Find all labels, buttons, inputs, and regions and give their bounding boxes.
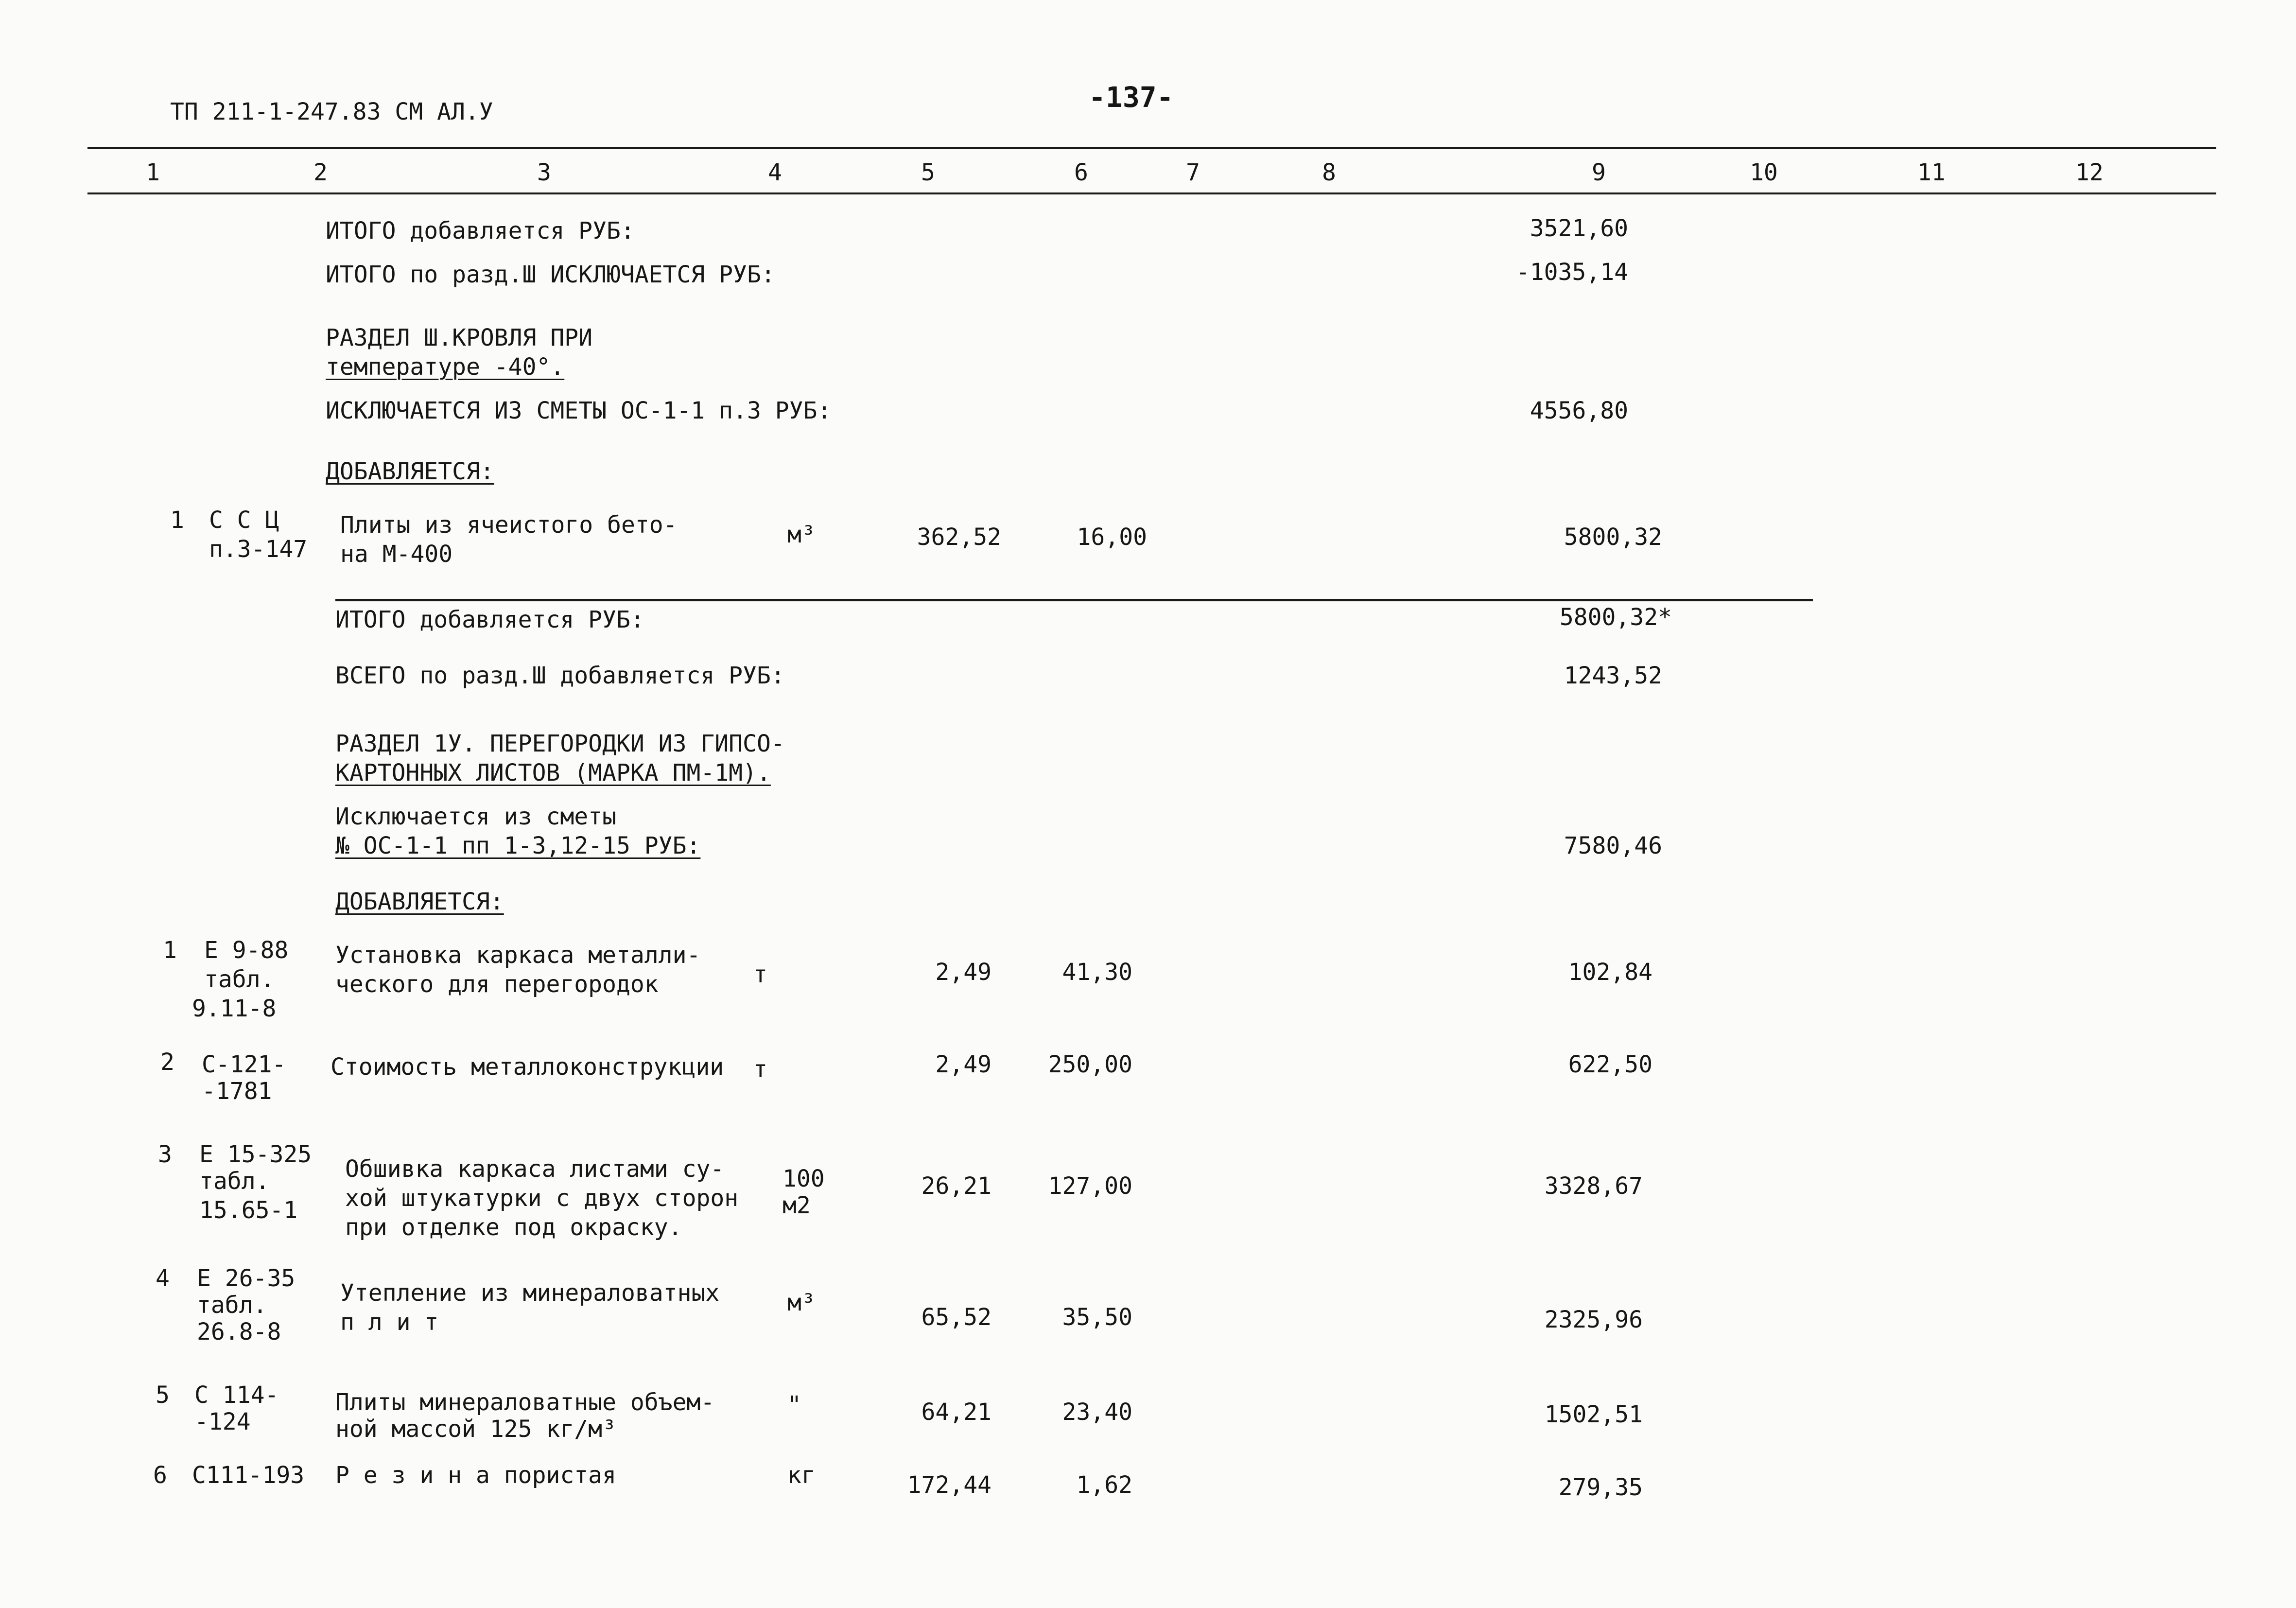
item-unit-price: 16,00 — [1077, 524, 1147, 551]
section3-title-line2: температуре -40°. — [326, 353, 565, 381]
item-code-line1: Е 26-35 — [197, 1265, 296, 1292]
excluded-from-estimate-amount: 4556,80 — [1530, 397, 1628, 424]
item-unit: " — [787, 1391, 801, 1418]
item-code-line2: табл. — [199, 1168, 270, 1195]
item-unit: т — [753, 961, 767, 988]
item-unit-price: 41,30 — [1062, 959, 1132, 986]
section3-title-line1: РАЗДЕЛ Ш.КРОВЛЯ ПРИ — [326, 324, 593, 351]
excluded-from-estimate-label: ИСКЛЮЧАЕТСЯ ИЗ СМЕТЫ ОС-1-1 п.3 РУБ: — [326, 397, 832, 424]
subtotal-added-label-2: ИТОГО добавляется РУБ: — [335, 606, 644, 633]
item-name-line1: Р е з и н а пористая — [335, 1462, 616, 1489]
item-unit-price: 1,62 — [1076, 1471, 1132, 1499]
item-code-line3: 9.11-8 — [192, 995, 277, 1022]
item-amount: 5800,32 — [1564, 524, 1662, 551]
item-code-line2: табл. — [204, 966, 275, 993]
item-amount: 3328,67 — [1544, 1172, 1643, 1200]
item-unit-price: 23,40 — [1062, 1398, 1132, 1426]
item-amount: 279,35 — [1558, 1474, 1643, 1501]
item-amount: 2325,96 — [1544, 1306, 1643, 1333]
section4-title-line2: КАРТОННЫХ ЛИСТОВ (МАРКА ПМ-1М). — [335, 759, 771, 787]
item-code-line3: 26.8-8 — [197, 1318, 281, 1346]
excluded-estimate-amount: 7580,46 — [1564, 832, 1662, 859]
item-name-line1: Обшивка каркаса листами су- — [345, 1155, 725, 1183]
item-number: 1 — [170, 507, 184, 534]
section3-excluded-label: ИТОГО по разд.Ш ИСКЛЮЧАЕТСЯ РУБ: — [326, 261, 775, 288]
section4-title-line1: РАЗДЕЛ 1У. ПЕРЕГОРОДКИ ИЗ ГИПСО- — [335, 730, 785, 757]
item-code-line1: С-121- — [202, 1051, 286, 1078]
section3-total-added-amount: 1243,52 — [1564, 662, 1662, 689]
item-code-line2: п.3-147 — [209, 536, 308, 563]
item-number: 6 — [153, 1462, 167, 1489]
item-unit-price: 250,00 — [1048, 1051, 1132, 1078]
col-header-9: 9 — [1592, 159, 1606, 186]
item-code-line2: табл. — [197, 1292, 267, 1319]
item-unit-line2: м2 — [783, 1192, 811, 1219]
item-name-line1: Плиты из ячеистого бето- — [340, 511, 678, 539]
item-name-line2: ческого для перегородок — [335, 971, 659, 998]
section3-total-added-label: ВСЕГО по разд.Ш добавляется РУБ: — [335, 662, 785, 689]
col-header-4: 4 — [768, 159, 782, 186]
header-top-rule — [87, 147, 2216, 149]
item-name-line2: п л и т — [340, 1309, 439, 1336]
item-quantity: 2,49 — [935, 959, 991, 986]
item-number: 2 — [160, 1049, 174, 1076]
item-quantity: 64,21 — [921, 1398, 991, 1426]
item-amount: 622,50 — [1568, 1051, 1652, 1078]
col-header-1: 1 — [146, 159, 160, 186]
item-name-line2: хой штукатурки с двух сторон — [345, 1185, 739, 1212]
header-bottom-rule — [87, 192, 2216, 194]
col-header-2: 2 — [313, 159, 328, 186]
item-unit: кг — [787, 1462, 816, 1489]
item-code-line1: С111-193 — [192, 1462, 305, 1489]
col-header-11: 11 — [1917, 159, 1946, 186]
col-header-5: 5 — [921, 159, 935, 186]
item-amount: 1502,51 — [1544, 1401, 1643, 1428]
item-name-line1: Стоимость металлоконструкции — [330, 1053, 724, 1081]
item-name-line2: на М-400 — [340, 541, 453, 568]
item-unit-price: 127,00 — [1048, 1172, 1132, 1200]
item-code-line2: -124 — [194, 1408, 251, 1435]
item-unit: т — [753, 1056, 767, 1083]
subtotal-added-amount-2: 5800,32* — [1559, 604, 1672, 631]
item-number: 5 — [156, 1381, 170, 1409]
item-unit: м³ — [787, 1289, 816, 1316]
item-quantity: 26,21 — [921, 1172, 991, 1200]
item-number: 1 — [163, 937, 177, 964]
item-unit-price: 35,50 — [1062, 1304, 1132, 1331]
item-unit: м³ — [787, 521, 816, 548]
col-header-10: 10 — [1750, 159, 1778, 186]
added-heading-2: ДОБАВЛЯЕТСЯ: — [335, 888, 504, 915]
subtotal-added-label: ИТОГО добавляется РУБ: — [326, 217, 635, 245]
item-name-line1: Утепление из минераловатных — [340, 1279, 720, 1307]
item-code-line1: С С Ц — [209, 507, 279, 534]
item-unit: 100 — [783, 1165, 825, 1192]
added-heading-1: ДОБАВЛЯЕТСЯ: — [326, 458, 494, 485]
item-quantity: 2,49 — [935, 1051, 991, 1078]
item-code-line2: -1781 — [202, 1078, 272, 1105]
item-code-line1: Е 9-88 — [204, 937, 289, 964]
col-header-6: 6 — [1074, 159, 1088, 186]
page-number: -137- — [1089, 81, 1174, 114]
item-code-line1: С 114- — [194, 1381, 279, 1409]
excluded-estimate-line1: Исключается из сметы — [335, 803, 616, 830]
item-name-line3: при отделке под окраску. — [345, 1214, 682, 1241]
col-header-12: 12 — [2075, 159, 2104, 186]
item-quantity: 65,52 — [921, 1304, 991, 1331]
item-amount: 102,84 — [1568, 959, 1652, 986]
item-name-line1: Установка каркаса металли- — [335, 942, 701, 969]
item-quantity: 172,44 — [907, 1471, 991, 1499]
document-code: ТП 211-1-247.83 СМ АЛ.У — [170, 98, 493, 125]
item-number: 3 — [158, 1141, 172, 1168]
item-code-line1: Е 15-325 — [199, 1141, 312, 1168]
item-quantity: 362,52 — [917, 524, 1001, 551]
subtotal-added-amount: 3521,60 — [1530, 215, 1628, 242]
item-number: 4 — [156, 1265, 170, 1292]
item-name-line1: Плиты минераловатные объем- — [335, 1389, 715, 1416]
excluded-estimate-line2: № ОС-1-1 пп 1-3,12-15 РУБ: — [335, 832, 701, 859]
col-header-7: 7 — [1186, 159, 1200, 186]
col-header-8: 8 — [1322, 159, 1336, 186]
item-name-line2: ной массой 125 кг/м³ — [335, 1416, 616, 1443]
col-header-3: 3 — [537, 159, 551, 186]
item-code-line3: 15.65-1 — [199, 1197, 298, 1224]
section3-excluded-amount: -1035,14 — [1515, 259, 1628, 286]
total-divider-rule — [335, 599, 1813, 601]
